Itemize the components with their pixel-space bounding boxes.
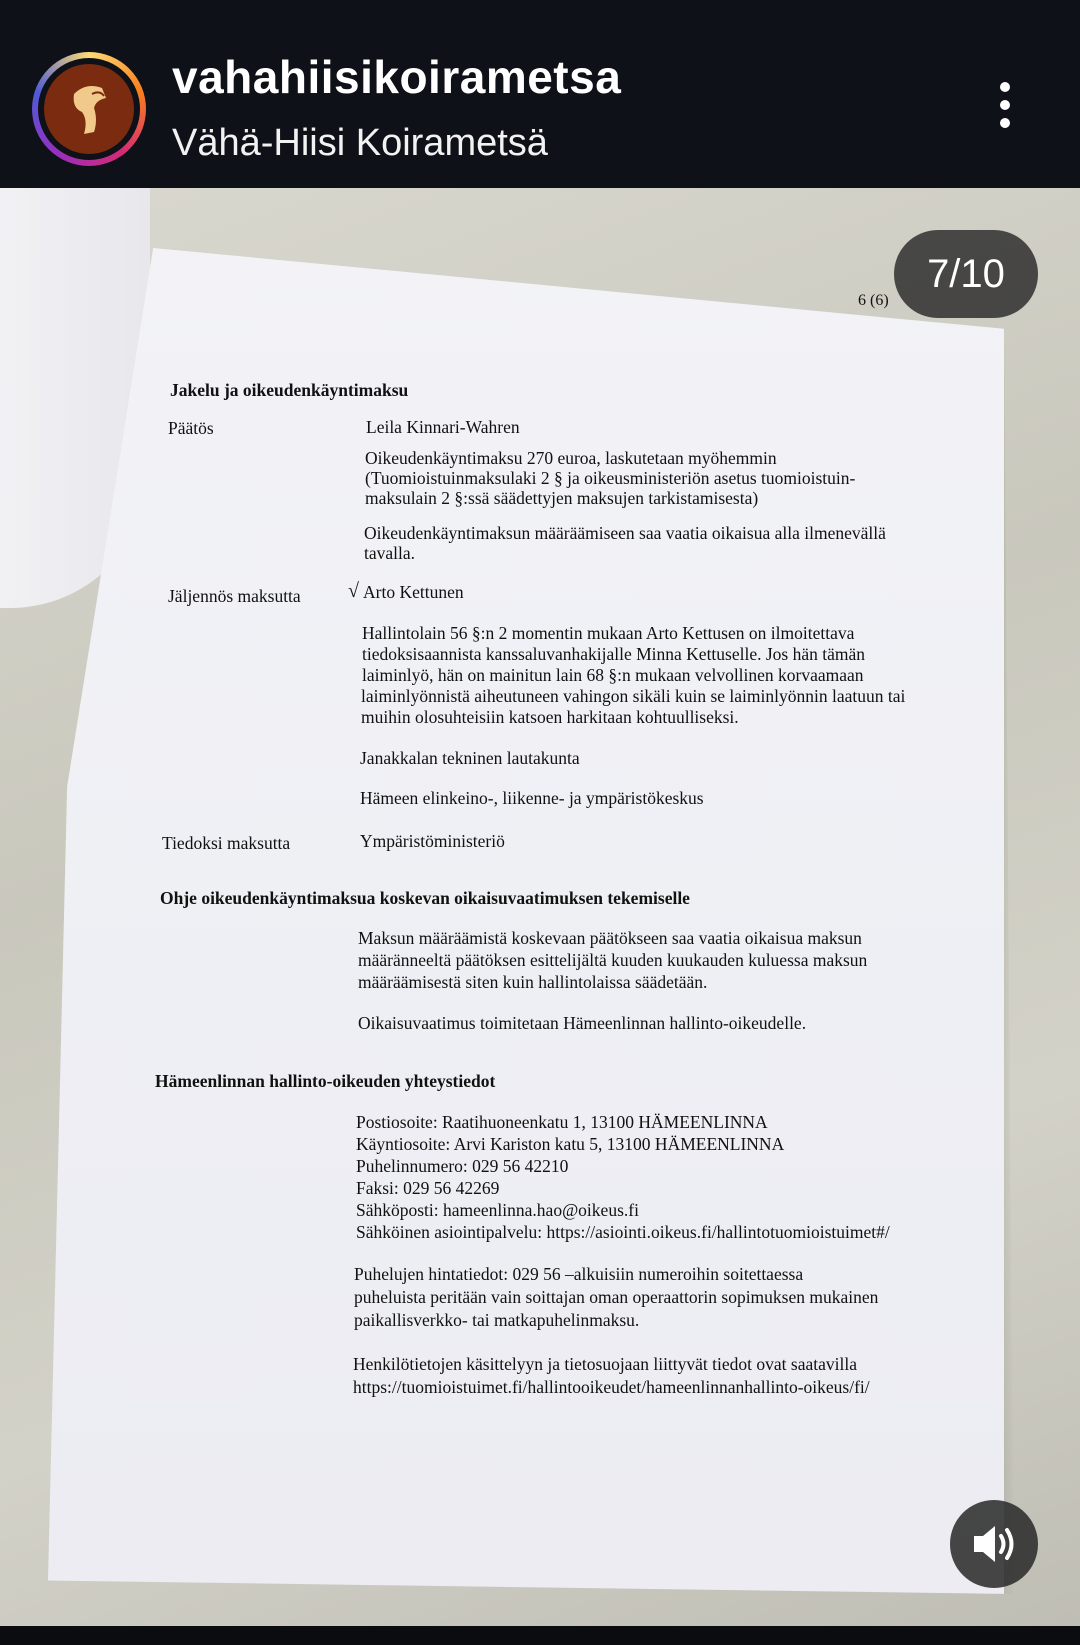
tiedoksi-name: Ympäristöministeriö	[360, 831, 505, 851]
checkmark-icon: √	[348, 580, 359, 602]
section-heading: Jakelu ja oikeudenkäyntimaksu	[170, 380, 409, 400]
text-line: (Tuomioistuinmaksulaki 2 § ja oikeusministeriön asetus tuomioistuin-	[365, 468, 856, 488]
volume-icon[interactable]	[950, 1500, 1038, 1588]
text-line: Oikeudenkäyntimaksun määräämiseen saa vaatia oikaisua alla ilmenevällä	[364, 523, 886, 543]
avatar[interactable]	[32, 52, 146, 166]
dog-logo-icon	[44, 64, 134, 154]
recipient: Hämeen elinkeino-, liikenne- ja ympäristökeskus	[360, 788, 704, 808]
text-line: Maksun määräämistä koskevaan päätökseen saa vaatia oikaisua maksun	[358, 928, 862, 948]
text-line: maksulain 2 §:ssä säädettyjen maksujen tarkistamisesta)	[365, 488, 759, 508]
label-tiedoksi: Tiedoksi maksutta	[162, 833, 291, 853]
recipient: Janakkalan tekninen lautakunta	[360, 748, 580, 768]
label-paatos: Päätös	[168, 418, 214, 438]
page-number: 6 (6)	[858, 292, 889, 309]
contact-line: Sähköposti: hameenlinna.hao@oikeus.fi	[356, 1200, 639, 1220]
text-line: Henkilötietojen käsittelyyn ja tietosuojaan liittyvät tiedot ovat saatavilla	[353, 1354, 857, 1374]
paatos-name: Leila Kinnari-Wahren	[366, 417, 520, 437]
section-heading: Ohje oikeudenkäyntimaksua koskevan oikaisuvaatimuksen tekemiselle	[160, 888, 690, 908]
text-line: puheluista peritään vain soittajan oman operaattorin sopimuksen mukainen	[354, 1287, 879, 1307]
text-line: paikallisverkko- tai matkapuhelinmaksu.	[354, 1310, 640, 1330]
more-vertical-icon[interactable]	[990, 82, 1020, 138]
text-line: Puhelujen hintatiedot: 029 56 –alkuisiin numeroihin soitettaessa	[354, 1264, 804, 1284]
contact-line: Postiosoite: Raatihuoneenkatu 1, 13100 HÄMEENLINNA	[356, 1112, 768, 1132]
text-line: määränneeltä päätöksen esittelijältä kuuden kuukauden kuluessa maksun	[358, 950, 868, 970]
post-header	[0, 0, 1080, 188]
contact-line: Sähköinen asiointipalvelu: https://asiointi.oikeus.fi/hallintotuomioistuimet#/	[356, 1222, 890, 1242]
text-line: laiminlyönnistä aiheutuneen vahingon sikäli kuin se laiminlyönnin laatuun tai	[361, 686, 906, 706]
text-line: määräämisestä siten kuin hallintolaissa säädetään.	[358, 972, 708, 992]
contact-line: Faksi: 029 56 42269	[356, 1178, 500, 1198]
contact-line: Käyntiosoite: Arvi Kariston katu 5, 13100 HÄMEENLINNA	[356, 1134, 785, 1154]
text-line: Hallintolain 56 §:n 2 momentin mukaan Arto Kettusen on ilmoitettava	[362, 623, 855, 643]
slide-counter: 7/10	[894, 230, 1038, 318]
text-line: Oikaisuvaatimus toimitetaan Hämeenlinnan hallinto-oikeudelle.	[358, 1013, 807, 1033]
jaljennos-name: Arto Kettunen	[363, 582, 464, 602]
text-line: Oikeudenkäyntimaksu 270 euroa, laskutetaan myöhemmin	[365, 448, 777, 468]
text-line: laiminlyö, hän on mainitun lain 68 §:n mukaan velvollinen korvaamaan	[362, 665, 864, 685]
display-name: Vähä-Hiisi Koirametsä	[172, 122, 548, 164]
text-line: tavalla.	[364, 543, 416, 563]
avatar-frame	[38, 58, 140, 160]
section-heading: Hämeenlinnan hallinto-oikeuden yhteystiedot	[155, 1071, 496, 1091]
username[interactable]: vahahiisikoirametsa	[172, 51, 622, 103]
bottom-bar	[0, 1626, 1080, 1645]
text-line: muihin olosuhteisiin katsoen harkitaan kohtuulliseksi.	[361, 707, 739, 727]
text-line: tiedoksisaannista kanssaluvanhakijalle Minna Kettuselle. Jos hän tämän	[362, 644, 866, 664]
document-text	[0, 188, 1080, 1626]
post-image	[0, 188, 1080, 1626]
contact-line: Puhelinnumero: 029 56 42210	[356, 1156, 569, 1176]
label-jaljennos: Jäljennös maksutta	[168, 586, 301, 606]
text-line: https://tuomioistuimet.fi/hallintooikeudet/hameenlinnanhallinto-oikeus/fi/	[353, 1377, 870, 1397]
